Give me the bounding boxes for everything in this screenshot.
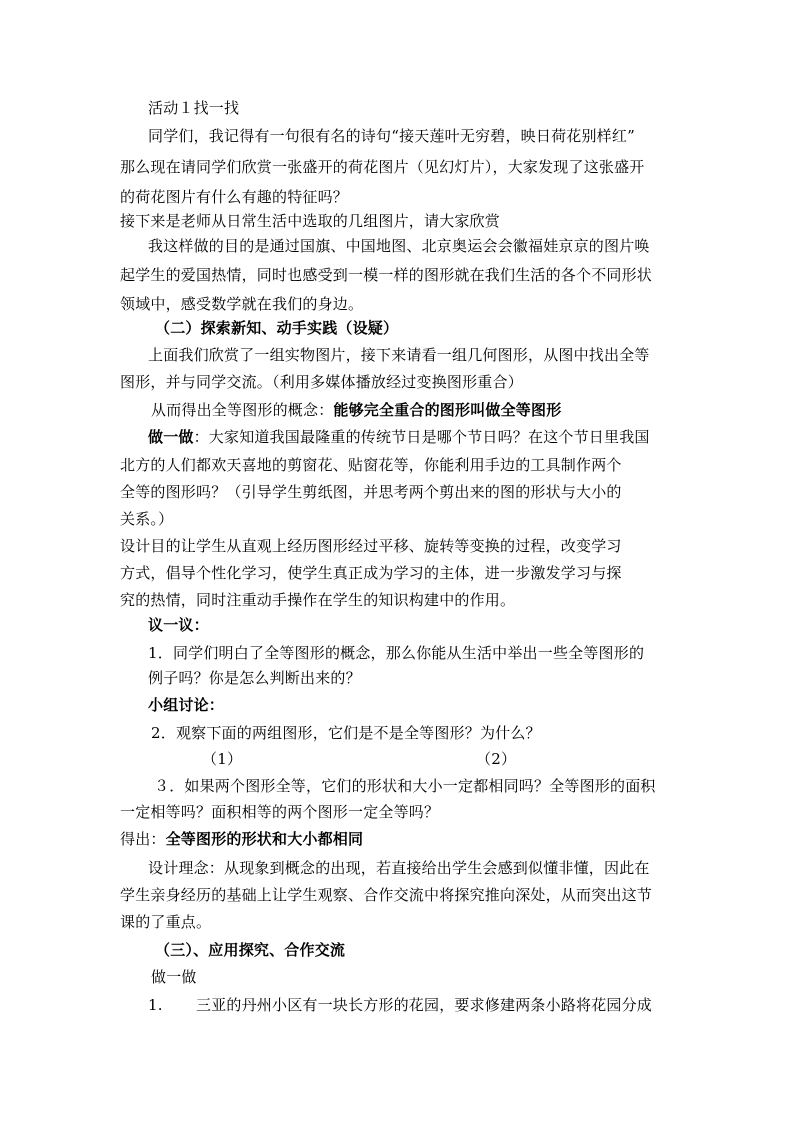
paragraph-line: 课的了重点。 xyxy=(120,913,212,931)
result-prefix: 得出： xyxy=(120,830,166,848)
doit-line xyxy=(148,427,650,447)
paragraph-line: 设计理念：从现象到概念的出现，若直接给出学生会感到似懂非懂，因此在 xyxy=(148,859,650,877)
activity-heading: 活动１找一找 xyxy=(148,99,240,117)
discuss-heading: 议一议： xyxy=(148,616,209,634)
paragraph-line: 领域中，感受数学就在我们的身边。 xyxy=(120,295,364,313)
doit-heading: 做一做 xyxy=(151,968,197,986)
paragraph-line: 同学们，我记得有一句很有名的诗句“接天莲叶无穷碧，映日荷花别样红” xyxy=(148,127,635,145)
question-line: ３．如果两个图形全等，它们的形状和大小一定都相同吗？全等图形的面积 xyxy=(154,777,656,795)
question-line: 例子吗？你是怎么判断出来的？ xyxy=(148,669,361,687)
concept-line xyxy=(151,400,561,420)
question-line: 1．同学们明白了全等图形的概念，那么你能从生活中举出一些全等图形的 xyxy=(148,644,645,662)
figure-label-2: （2） xyxy=(476,750,517,768)
list-item-number: 1. xyxy=(148,996,163,1014)
paragraph-line: 北方的人们都欢天喜地的剪窗花、贴窗花等，你能利用手边的工具制作两个 xyxy=(120,456,622,474)
paragraph-line: 我这样做的目的是通过国旗、中国地图、北京奥运会会徽福娃京京的图片唤 xyxy=(148,237,650,255)
concept-definition: 能够完全重合的图形叫做全等图形 xyxy=(333,401,562,419)
question-line: 一定相等吗？面积相等的两个图形一定全等吗？ xyxy=(120,803,440,821)
figure-label-1: （1） xyxy=(202,750,243,768)
paragraph-line: 图形，并与同学交流。（利用多媒体播放经过变换图形重合） xyxy=(120,373,523,391)
paragraph-line: 学生亲身经历的基础上让学生观察、合作交流中将探究推向深处，从而突出这节 xyxy=(120,886,653,904)
doit-text: ：大家知道我国最隆重的传统节日是哪个节日吗？在这个节日里我国 xyxy=(193,428,650,446)
paragraph-line: 的荷花图片有什么有趣的特征吗？ xyxy=(120,188,349,206)
paragraph-line: 方式，倡导个性化学习，使学生真正成为学习的主体，进一步激发学习与探 xyxy=(120,564,622,582)
paragraph-line: 设计目的让学生从直观上经历图形经过平移、旋转等变换的过程，改变学习 xyxy=(120,537,622,555)
group-heading: 小组讨论： xyxy=(148,696,225,714)
list-item-text: 三亚的丹州小区有一块长方形的花园，要求修建两条小路将花园分成 xyxy=(196,996,653,1014)
question-line: 2．观察下面的两组图形，它们是不是全等图形？为什么？ xyxy=(151,724,541,742)
paragraph-line: 上面我们欣赏了一组实物图片，接下来请看一组几何图形，从图中找出全等 xyxy=(148,346,650,364)
paragraph-line: 究的热情，同时注重动手操作在学生的知识构建中的作用。 xyxy=(120,591,516,609)
section-heading: （三）、应用探究、合作交流 xyxy=(155,941,346,959)
doit-label: 做一做 xyxy=(148,428,194,446)
paragraph-line: 全等的图形吗？（引导学生剪纸图，并思考两个剪出来的图的形状与大小的 xyxy=(120,483,622,501)
section-heading: （二）探索新知、动手实践（设疑） xyxy=(155,319,399,337)
paragraph-line: 起学生的爱国热情，同时也感受到一模一样的图形就在我们生活的各个不同形状 xyxy=(120,266,653,284)
paragraph-line: 那么现在请同学们欣赏一张盛开的荷花图片（见幻灯片），大家发现了这张盛开 xyxy=(120,158,645,176)
concept-prefix: 从而得出全等图形的概念： xyxy=(151,401,334,419)
paragraph-line: 关系。） xyxy=(120,510,174,528)
result-line xyxy=(120,829,363,849)
paragraph-line: 接下来是老师从日常生活中选取的几组图片，请大家欣赏 xyxy=(120,212,501,230)
result-statement: 全等图形的形状和大小都相同 xyxy=(165,830,364,848)
